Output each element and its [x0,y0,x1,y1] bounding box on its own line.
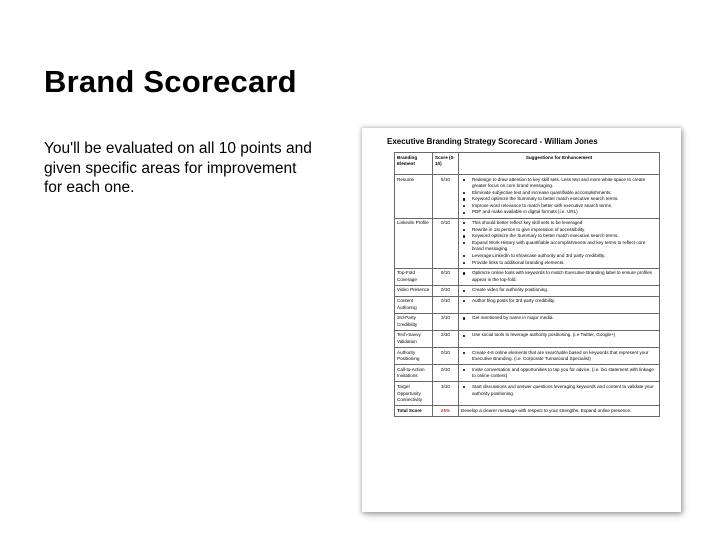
suggestion-item: Eliminate subjective text and increase quantifiable accomplishments. [461,190,657,197]
header-branding-element: Branding Element [395,153,433,175]
suggestion-list [461,220,657,266]
score-cell: 3/10 [433,382,459,406]
suggestion-list [461,315,657,322]
scorecard-title: Executive Branding Strategy Scorecard - William Jones [387,137,598,146]
branding-element-cell: Video Presence [395,285,433,296]
suggestions-cell [459,296,660,313]
suggestions-cell [459,382,660,406]
suggestion-item: Start discussions and answer questions leveraging keywords and content to validate your authority positioning. [461,384,657,397]
suggestion-item: Use social tools to leverage authority positioning. (i.e Twitter, Google+) [461,332,657,339]
suggestion-list [461,298,657,305]
scorecard-header-row [395,153,660,175]
score-cell: 6/10 [433,268,459,285]
suggestions-cell [459,348,660,365]
suggestion-item: PDF and make available in digital formats (i.e. URL) [461,209,657,216]
branding-element-cell: 3rd-Party Credibility [395,313,433,330]
slide-title: Brand Scorecard [44,64,297,99]
suggestion-item: Invite conversation and opportunities to tap you for advice. (i.e. bio statement with linkage to online content) [461,367,657,380]
branding-element-cell: Content Authoring [395,296,433,313]
total-score-label: Total Score [395,406,433,417]
scorecard-document-image [362,128,681,512]
suggestion-item: This should better reflect key skill sets to be leveraged [461,220,657,227]
suggestion-item: Keyword optimize the Summary to better match executive search terms. [461,196,657,203]
total-score-note: Develop a clearer message with respect to your strengths. Expand online presence. [459,406,660,417]
table-row [395,175,660,219]
suggestion-item: Improve word relevance to match better with executive search terms. [461,203,657,210]
suggestion-list [461,270,657,283]
branding-element-cell: LinkedIn Profile [395,218,433,268]
suggestion-list [461,350,657,363]
suggestions-cell [459,218,660,268]
suggestion-item: Rewrite in 1st person to give impression of accessibility. [461,227,657,234]
suggestion-list [461,332,657,339]
score-cell: 0/10 [433,285,459,296]
score-cell: 0/10 [433,348,459,365]
score-cell: 0/10 [433,218,459,268]
suggestions-cell [459,313,660,330]
score-cell: 2/10 [433,330,459,347]
branding-element-cell: Call-to-Action Invitations [395,365,433,382]
suggestion-item: Keyword optimize the Summary to better match executive search terms. [461,233,657,240]
score-cell: 0/10 [433,365,459,382]
score-cell: 3/10 [433,313,459,330]
table-row [395,382,660,406]
suggestion-item: Author blog posts for 3rd party credibility. [461,298,657,305]
suggestion-item: Leverage LinkedIn to showcase authority and 3rd party credibility. [461,253,657,260]
table-row [395,268,660,285]
suggestion-item: Provide links to additional branding elements. [461,260,657,267]
score-cell: 0/10 [433,296,459,313]
suggestion-item: Create video for authority positioning. [461,287,657,294]
table-row [395,218,660,268]
suggestion-item: Expand Work History with quantifiable accomplishments and key terms to reflect core brand messaging. [461,240,657,253]
table-row [395,365,660,382]
suggestions-cell [459,268,660,285]
suggestions-cell [459,285,660,296]
suggestions-cell [459,365,660,382]
branding-element-cell: Authority Positioning [395,348,433,365]
total-score-row [395,406,660,417]
suggestion-list [461,287,657,294]
header-suggestions: Suggestions for Enhancement [459,153,660,175]
table-row [395,313,660,330]
suggestion-item: Optimize online tools with keywords to match Executive Branding label to ensure profiles appear in the top-fold. [461,270,657,283]
total-score-value: 25% [433,406,459,417]
branding-element-cell: Resume [395,175,433,219]
slide-body-text: You'll be evaluated on all 10 points and given specific areas for improvement for each one. [44,140,312,196]
header-score: Score (0-10) [433,153,459,175]
table-row [395,296,660,313]
branding-element-cell: Target Opportunity Connectivity [395,382,433,406]
suggestions-cell [459,175,660,219]
branding-element-cell: Top-Fold Coverage [395,268,433,285]
scorecard-body [395,175,660,406]
score-cell: 5/10 [433,175,459,219]
suggestions-cell [459,330,660,347]
branding-element-cell: Tech-Savvy Validation [395,330,433,347]
suggestion-item: Redesign to draw attention to key skill sets. Less text and more white space to create greater focus on core brand messaging. [461,177,657,190]
suggestion-item: Get mentioned by name in major media. [461,315,657,322]
table-row [395,285,660,296]
suggestion-list [461,177,657,217]
scorecard-table [394,152,660,417]
table-row [395,348,660,365]
table-row [395,330,660,347]
suggestion-item: Create 4-6 online elements that are searchable based on keywords that represent your Executive Branding. (i.e. Corporate Turnaround Specialist) [461,350,657,363]
suggestion-list [461,367,657,380]
suggestion-list [461,384,657,397]
